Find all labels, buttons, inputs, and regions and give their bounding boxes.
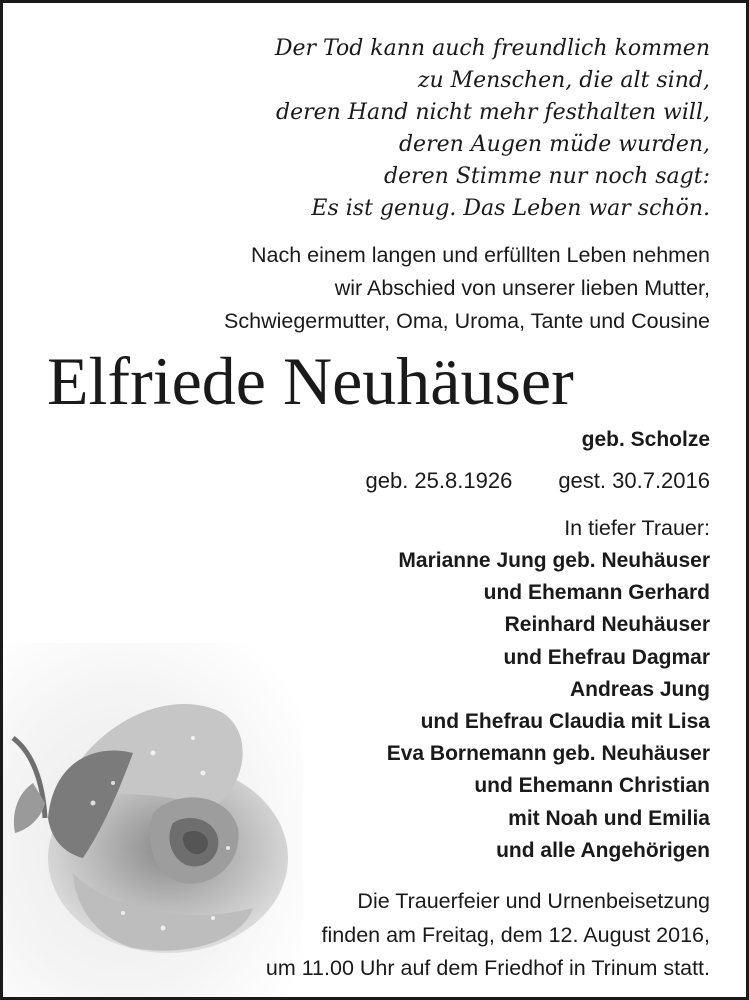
death-date: gest. 30.7.2016	[558, 468, 710, 493]
poem-line: deren Augen müde wurden,	[398, 132, 710, 157]
poem-line: Es ist genug. Das Leben war schön.	[311, 196, 710, 221]
poem-line: Der Tod kann auch freundlich kommen	[274, 36, 710, 61]
mourner-line: und Ehefrau Dagmar	[503, 645, 710, 669]
intro-line: Nach einem langen und erfüllten Leben nehmen	[251, 243, 710, 267]
poem-line: zu Menschen, die alt sind,	[417, 68, 710, 93]
poem-line: deren Hand nicht mehr festhalten will,	[275, 100, 710, 125]
mourner-line: und alle Angehörigen	[496, 838, 710, 862]
maiden-name: geb. Scholze	[581, 428, 710, 451]
mourner-line: und Ehemann Christian	[474, 774, 710, 798]
mourner-line: und Ehemann Gerhard	[483, 581, 710, 605]
deceased-name: Elfriede Neuhäuser	[47, 343, 574, 419]
white-rose-image	[3, 643, 303, 1000]
mourner-line: und Ehefrau Claudia mit Lisa	[420, 710, 710, 734]
funeral-line: um 11.00 Uhr auf dem Friedhof in Trinum statt.	[265, 956, 710, 980]
mourner-line: mit Noah und Emilia	[508, 806, 710, 830]
funeral-details	[266, 885, 710, 986]
mourners-list	[387, 545, 710, 867]
intro-line: Schwiegermutter, Oma, Uroma, Tante und Cousine	[224, 309, 710, 333]
birth-date: geb. 25.8.1926	[365, 468, 513, 493]
mourner-line: Eva Bornemann geb. Neuhäuser	[386, 742, 710, 766]
funeral-line: finden am Freitag, dem 12. August 2016,	[321, 922, 710, 947]
mourner-line: Andreas Jung	[569, 677, 710, 701]
mourning-intro: In tiefer Trauer:	[564, 516, 710, 540]
poem-line: deren Stimme nur noch sagt:	[384, 164, 710, 189]
mourner-line: Reinhard Neuhäuser	[504, 613, 710, 637]
intro-text	[224, 239, 710, 338]
poem	[275, 33, 710, 225]
life-dates	[366, 466, 711, 496]
intro-line: wir Abschied von unserer lieben Mutter,	[334, 276, 710, 300]
funeral-line: Die Trauerfeier und Urnenbeisetzung	[357, 889, 710, 913]
mourner-line: Marianne Jung geb. Neuhäuser	[398, 549, 710, 572]
